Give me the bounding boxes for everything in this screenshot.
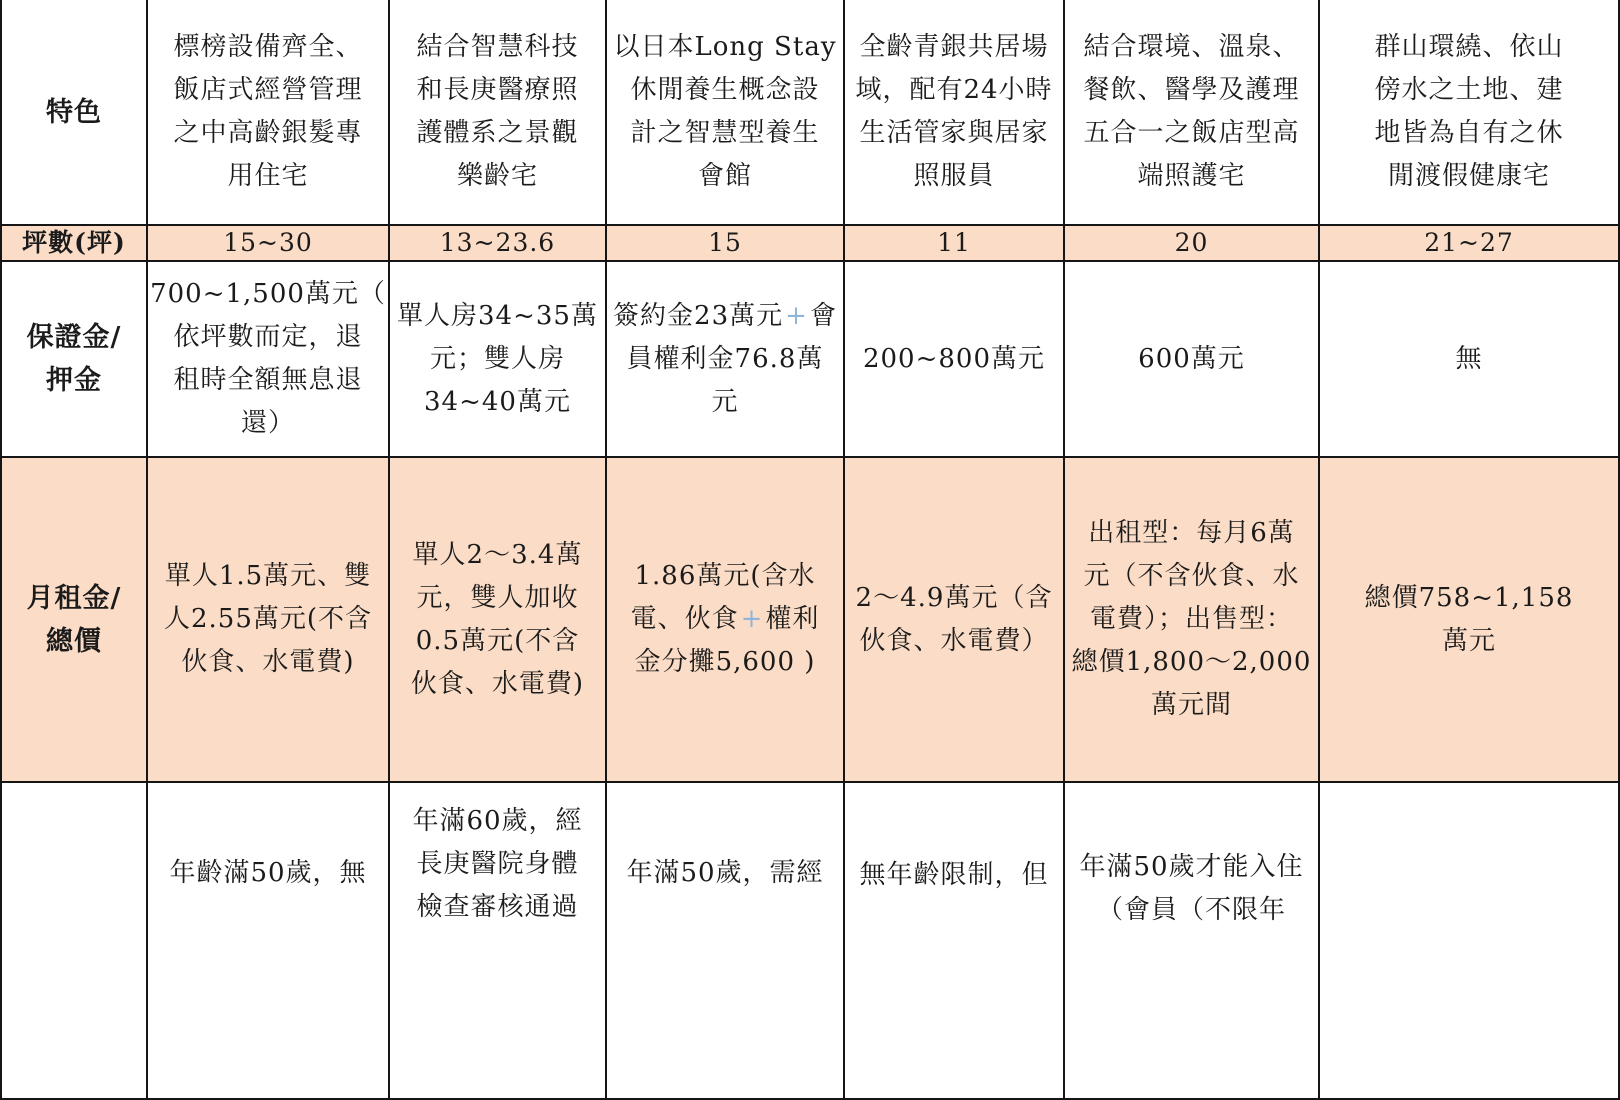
cell-admission-col1: 年齡滿50歲，無: [148, 783, 390, 1100]
cell-rent-col3: 1.86萬元(含水 電、伙食+權利 金分攤5,600 ): [607, 458, 845, 783]
cell-admission-col4: 無年齡限制，但: [845, 783, 1065, 1100]
cell-area-col3: 15: [607, 226, 845, 262]
row-header-deposit: 保證金/ 押金: [0, 262, 148, 458]
row-header-admission: [0, 783, 148, 1100]
cell-deposit-col5: 600萬元: [1065, 262, 1320, 458]
cell-admission-col5: 年滿50歲才能入住 （會員（不限年: [1065, 783, 1320, 1100]
cell-area-col4: 11: [845, 226, 1065, 262]
row-header-rent: 月租金/ 總價: [0, 458, 148, 783]
cell-rent-col5: 出租型：每月6萬 元（不含伙食、水 電費）；出售型： 總價1,800～2,000 萬元間: [1065, 458, 1320, 783]
cell-admission-col3: 年滿50歲，需經: [607, 783, 845, 1100]
cell-admission-col6: [1320, 783, 1620, 1100]
cell-area-col6: 21~27: [1320, 226, 1620, 262]
cell-features-col3: 以日本Long Stay 休閒養生概念設 計之智慧型養生 會館: [607, 0, 845, 226]
cell-deposit-col6: 無: [1320, 262, 1620, 458]
cell-deposit-col2: 單人房34~35萬 元；雙人房 34~40萬元: [390, 262, 607, 458]
cell-deposit-col3: 簽約金23萬元+會 員權利金76.8萬 元: [607, 262, 845, 458]
cell-area-col1: 15~30: [148, 226, 390, 262]
cell-deposit-col4: 200~800萬元: [845, 262, 1065, 458]
cell-features-col6: 群山環繞、依山 傍水之土地、建 地皆為自有之休 閒渡假健康宅: [1320, 0, 1620, 226]
cell-features-col1: 標榜設備齊全、 飯店式經營管理 之中高齡銀髮專 用住宅: [148, 0, 390, 226]
plus-accent: +: [785, 300, 808, 331]
cell-admission-col2: 年滿60歲，經 長庚醫院身體 檢查審核通過: [390, 783, 607, 1100]
plus-accent: +: [740, 604, 764, 634]
cell-rent-col2: 單人2～3.4萬 元，雙人加收 0.5萬元(不含 伙食、水電費): [390, 458, 607, 783]
cell-rent-col4: 2～4.9萬元（含 伙食、水電費）: [845, 458, 1065, 783]
cell-area-col5: 20: [1065, 226, 1320, 262]
cell-features-col4: 全齡青銀共居場 域，配有24小時 生活管家與居家 照服員: [845, 0, 1065, 226]
cell-features-col2: 結合智慧科技 和長庚醫療照 護體系之景觀 樂齡宅: [390, 0, 607, 226]
cell-area-col2: 13~23.6: [390, 226, 607, 262]
row-header-features: 特色: [0, 0, 148, 226]
cell-rent-col1: 單人1.5萬元、雙 人2.55萬元(不含 伙食、水電費): [148, 458, 390, 783]
cell-deposit-col1: 700~1,500萬元（ 依坪數而定，退 租時全額無息退 還）: [148, 262, 390, 458]
row-header-area: 坪數(坪): [0, 226, 148, 262]
cell-rent-col6: 總價758~1,158 萬元: [1320, 458, 1620, 783]
cell-features-col5: 結合環境、溫泉、 餐飲、醫學及護理 五合一之飯店型高 端照護宅: [1065, 0, 1320, 226]
